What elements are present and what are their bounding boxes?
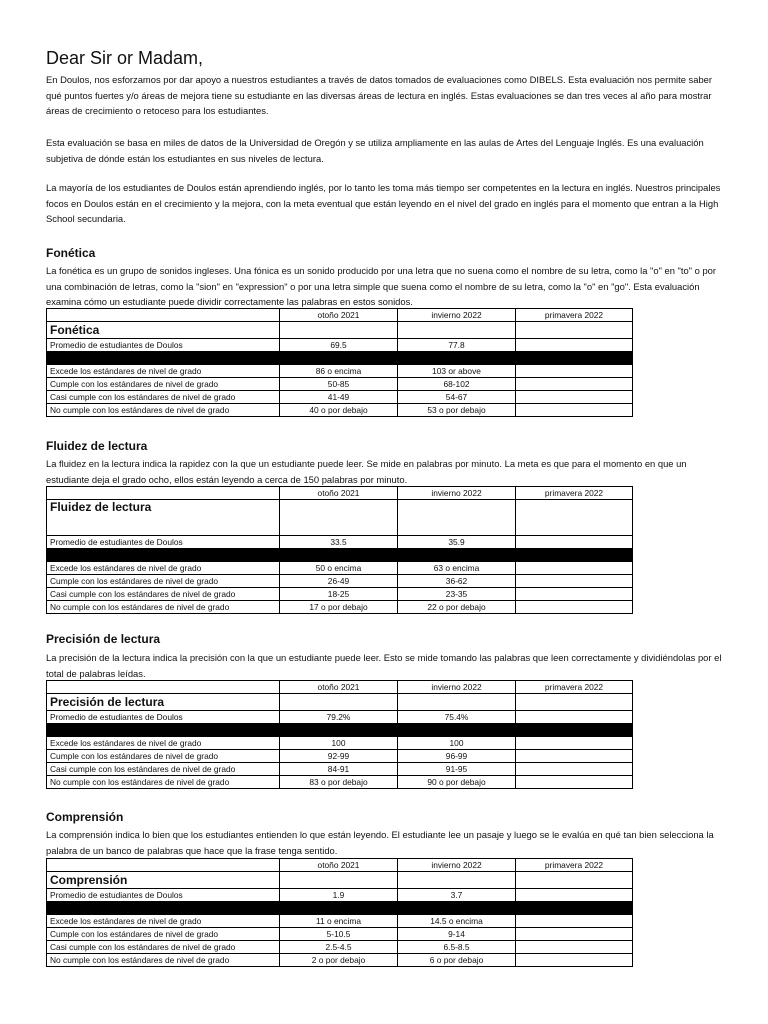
- column-header: invierno 2022: [398, 309, 516, 322]
- table-cell: 79.2%: [280, 711, 398, 724]
- table-cell: [516, 391, 633, 404]
- column-header: otoño 2021: [280, 681, 398, 694]
- black-separator-row: [47, 352, 633, 365]
- table-cell: 33.5: [280, 536, 398, 549]
- table-row: [47, 915, 633, 928]
- header-blank-cell: [47, 487, 280, 500]
- table-cell: 90 o por debajo: [398, 776, 516, 789]
- section-desc-fonetica: La fonética es un grupo de sonidos ingleses. Una fónica es un sonido producido por una letra que no suena como el nombre de su letra, como la "o" en "to" o por una combinación de letras, como la "sion" en "expression" o por una letra simple que suena como el nombre de su letra, como la "o" en "go". Esta evaluación examina cómo un estudiante puede dividir correctamente las palabras en estos sonidos.: [46, 265, 716, 308]
- row-label: Cumple con los estándares de nivel de grado: [47, 750, 280, 763]
- row-label: Cumple con los estándares de nivel de grado: [47, 378, 280, 391]
- table-precision: [46, 680, 633, 789]
- table-row: [47, 928, 633, 941]
- header-blank-cell: [47, 309, 280, 322]
- table-cell: [398, 872, 516, 889]
- table-title: Comprensión: [47, 872, 280, 889]
- table-cell: 36-62: [398, 575, 516, 588]
- table-row: [47, 391, 633, 404]
- table-row: [47, 763, 633, 776]
- section-heading-comprension: Comprensión: [46, 810, 124, 824]
- table-cell: 2 o por debajo: [280, 954, 398, 967]
- row-label: No cumple con los estándares de nivel de grado: [47, 776, 280, 789]
- table-title-row: [47, 694, 633, 711]
- table-cell: 22 o por debajo: [398, 601, 516, 614]
- table-cell: 84-91: [280, 763, 398, 776]
- table-fonetica: [46, 308, 633, 417]
- section-desc-fluidez: La fluidez en la lectura indica la rapidez con la que un estudiante puede leer. Se mide en palabras por minuto. La meta es que para el momento en que un estudiante deja el grado ocho, ellos están leyendo a cerca de 150 palabras por minuto.: [46, 458, 687, 485]
- table-row: [47, 750, 633, 763]
- table-row: [47, 404, 633, 417]
- table-cell: [398, 500, 516, 536]
- intro-paragraph-3: La mayoría de los estudiantes de Doulos están aprendiendo inglés, por lo tanto les toma más tiempo ser competentes en la lectura en inglés. Nuestros principales focos en Doulos están en el crecimiento y la mejora, con la meta eventual que están leyendo en el nivel del grado en inglés para el momento que entran a la High School secundaria.: [46, 182, 721, 225]
- row-label: Cumple con los estándares de nivel de grado: [47, 928, 280, 941]
- section-desc-precision: La precisión de la lectura indica la precisión con la que un estudiante puede leer. Esto se mide tomando las palabras que leen correctamente y dividiéndolas por el total de palabras leídas.: [46, 652, 722, 679]
- header-blank-cell: [47, 681, 280, 694]
- row-label: Excede los estándares de nivel de grado: [47, 737, 280, 750]
- column-header: primavera 2022: [516, 309, 633, 322]
- table-cell: [516, 941, 633, 954]
- table-title: Fonética: [47, 322, 280, 339]
- table-cell: [516, 915, 633, 928]
- table-cell: 2.5-4.5: [280, 941, 398, 954]
- table-cell: 14.5 o encima: [398, 915, 516, 928]
- row-label: Promedio de estudiantes de Doulos: [47, 711, 280, 724]
- table-cell: 9-14: [398, 928, 516, 941]
- black-separator-row: [47, 549, 633, 562]
- table-cell: [516, 536, 633, 549]
- table-cell: 26-49: [280, 575, 398, 588]
- table-cell: 40 o por debajo: [280, 404, 398, 417]
- table-title: Fluidez de lectura: [47, 500, 280, 536]
- table-cell: [516, 872, 633, 889]
- table-cell: 50 o encima: [280, 562, 398, 575]
- table-cell: 69.5: [280, 339, 398, 352]
- black-separator-row: [47, 902, 633, 915]
- table-cell: 54-67: [398, 391, 516, 404]
- column-header: invierno 2022: [398, 681, 516, 694]
- column-header: primavera 2022: [516, 859, 633, 872]
- row-label: Casi cumple con los estándares de nivel de grado: [47, 763, 280, 776]
- row-label: Excede los estándares de nivel de grado: [47, 915, 280, 928]
- column-header: otoño 2021: [280, 487, 398, 500]
- table-cell: 3.7: [398, 889, 516, 902]
- table-title: Precisión de lectura: [47, 694, 280, 711]
- table-cell: [516, 750, 633, 763]
- column-header: otoño 2021: [280, 859, 398, 872]
- table-cell: 100: [280, 737, 398, 750]
- table-cell: 103 or above: [398, 365, 516, 378]
- column-header: invierno 2022: [398, 487, 516, 500]
- black-separator-row: [47, 724, 633, 737]
- table-cell: [516, 588, 633, 601]
- section-heading-precision: Precisión de lectura: [46, 632, 161, 646]
- table-cell: 53 o por debajo: [398, 404, 516, 417]
- table-row: [47, 711, 633, 724]
- table-cell: 18-25: [280, 588, 398, 601]
- table-cell: 68-102: [398, 378, 516, 391]
- header-blank-cell: [47, 859, 280, 872]
- table-cell: [516, 500, 633, 536]
- table-cell: 6 o por debajo: [398, 954, 516, 967]
- table-cell: [516, 763, 633, 776]
- table-fluidez: [46, 486, 633, 614]
- row-label: Excede los estándares de nivel de grado: [47, 365, 280, 378]
- table-cell: 17 o por debajo: [280, 601, 398, 614]
- table-title-row: [47, 322, 633, 339]
- table-header-row: [47, 859, 633, 872]
- table-cell: 77.8: [398, 339, 516, 352]
- table-cell: [516, 954, 633, 967]
- table-row: [47, 378, 633, 391]
- table-cell: 6.5-8.5: [398, 941, 516, 954]
- table-cell: [398, 322, 516, 339]
- column-header: primavera 2022: [516, 487, 633, 500]
- row-label: No cumple con los estándares de nivel de grado: [47, 404, 280, 417]
- table-cell: [516, 711, 633, 724]
- section-heading-fonetica: Fonética: [46, 246, 96, 260]
- table-cell: [280, 322, 398, 339]
- table-title-row: [47, 500, 633, 536]
- table-row: [47, 601, 633, 614]
- table-row: [47, 562, 633, 575]
- row-label: Excede los estándares de nivel de grado: [47, 562, 280, 575]
- table-cell: 50-85: [280, 378, 398, 391]
- row-label: Casi cumple con los estándares de nivel de grado: [47, 941, 280, 954]
- table-row: [47, 941, 633, 954]
- table-cell: 5-10.5: [280, 928, 398, 941]
- table-row: [47, 365, 633, 378]
- table-cell: 83 o por debajo: [280, 776, 398, 789]
- row-label: Cumple con los estándares de nivel de grado: [47, 575, 280, 588]
- table-header-row: [47, 309, 633, 322]
- table-cell: 86 o encima: [280, 365, 398, 378]
- table-row: [47, 339, 633, 352]
- table-cell: [516, 378, 633, 391]
- table-cell: 23-35: [398, 588, 516, 601]
- table-cell: 41-49: [280, 391, 398, 404]
- column-header: otoño 2021: [280, 309, 398, 322]
- column-header: invierno 2022: [398, 859, 516, 872]
- table-cell: 75.4%: [398, 711, 516, 724]
- table-cell: [280, 500, 398, 536]
- table-row: [47, 737, 633, 750]
- table-cell: [280, 872, 398, 889]
- table-row: [47, 776, 633, 789]
- column-header: primavera 2022: [516, 681, 633, 694]
- table-comprension: [46, 858, 633, 967]
- table-row: [47, 575, 633, 588]
- table-cell: 96-99: [398, 750, 516, 763]
- table-cell: 91-95: [398, 763, 516, 776]
- table-cell: [516, 575, 633, 588]
- row-label: Casi cumple con los estándares de nivel de grado: [47, 391, 280, 404]
- table-cell: [516, 365, 633, 378]
- table-cell: [516, 562, 633, 575]
- table-cell: [516, 737, 633, 750]
- section-heading-fluidez: Fluidez de lectura: [46, 439, 148, 453]
- row-label: Promedio de estudiantes de Doulos: [47, 536, 280, 549]
- table-cell: 35.9: [398, 536, 516, 549]
- intro-paragraph-2: Esta evaluación se basa en miles de datos de la Universidad de Oregón y se utiliza ampliamente en las aulas de Artes del Lenguaje Inglés. Es una evaluación subjetiva de dónde están los estudiantes en sus niveles de lectura.: [46, 137, 704, 164]
- table-cell: [516, 601, 633, 614]
- table-cell: 63 o encima: [398, 562, 516, 575]
- table-cell: 100: [398, 737, 516, 750]
- table-cell: [516, 889, 633, 902]
- table-cell: [516, 928, 633, 941]
- table-row: [47, 954, 633, 967]
- section-desc-comprension: La comprensión indica lo bien que los estudiantes entienden lo que están leyendo. El estudiante lee un pasaje y luego se le evalúa en qué tan bien selecciona la palabra de un banco de palabras que hace que la frase tenga sentido.: [46, 829, 714, 856]
- intro-paragraph-1: En Doulos, nos esforzamos por dar apoyo a nuestros estudiantes a través de datos tomados de evaluaciones como DIBELS. Esta evaluación nos permite saber qué puntos fuertes y/o áreas de mejora tiene su estudiante en las diversas áreas de lectura en inglés. Estas evaluaciones se dan tres veces al año para mostrar áreas de crecimiento o retoceso para los estudiantes.: [46, 74, 713, 117]
- row-label: Promedio de estudiantes de Doulos: [47, 889, 280, 902]
- table-cell: [516, 404, 633, 417]
- table-row: [47, 588, 633, 601]
- table-title-row: [47, 872, 633, 889]
- table-cell: [516, 694, 633, 711]
- row-label: No cumple con los estándares de nivel de grado: [47, 954, 280, 967]
- row-label: No cumple con los estándares de nivel de grado: [47, 601, 280, 614]
- table-cell: [516, 339, 633, 352]
- table-header-row: [47, 681, 633, 694]
- table-header-row: [47, 487, 633, 500]
- table-row: [47, 536, 633, 549]
- table-cell: 92-99: [280, 750, 398, 763]
- table-cell: [516, 322, 633, 339]
- table-cell: 1.9: [280, 889, 398, 902]
- table-row: [47, 889, 633, 902]
- row-label: Promedio de estudiantes de Doulos: [47, 339, 280, 352]
- greeting: Dear Sir or Madam,: [46, 48, 204, 68]
- table-cell: [398, 694, 516, 711]
- table-cell: 11 o encima: [280, 915, 398, 928]
- table-cell: [280, 694, 398, 711]
- row-label: Casi cumple con los estándares de nivel de grado: [47, 588, 280, 601]
- table-cell: [516, 776, 633, 789]
